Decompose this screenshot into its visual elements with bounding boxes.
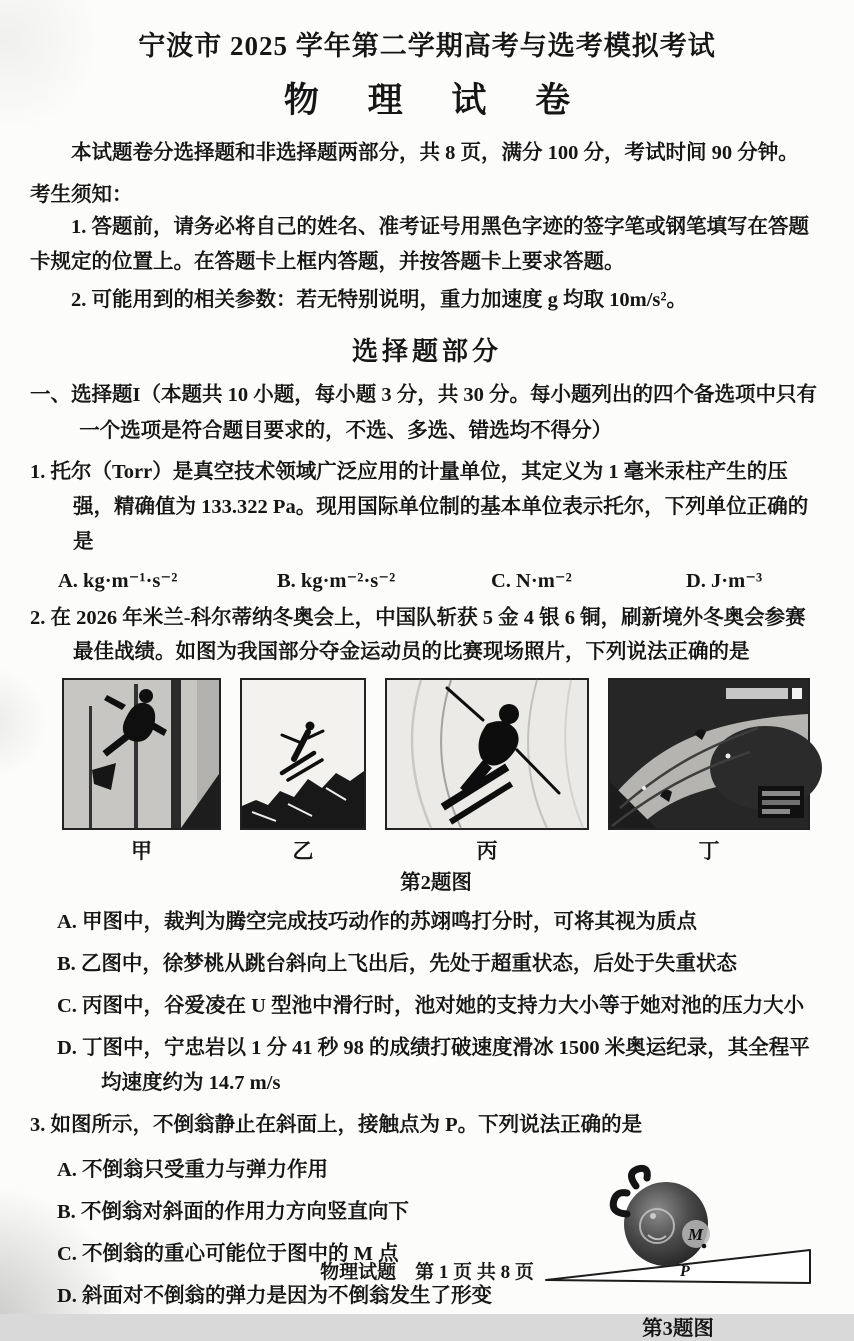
q2-option-c: C. 丙图中，谷爱凌在 U 型池中滑行时，池对她的支持力大小等于她对池的压力大小 (57, 995, 805, 1017)
q2-stem: 2. 在 2026 年米兰-科尔蒂纳冬奥会上，中国队斩获 5 金 4 银 6 铜，刷新境外冬奥会参赛最佳战绩。如图为我国部分夺金运动员的比赛现场照片，下列说法正确的是 (30, 606, 806, 664)
q1-option-d: D. J·m⁻³ (686, 569, 763, 592)
q3-options (30, 1146, 532, 1320)
tumbler-curl-top (631, 1169, 647, 1187)
point-m-dot (702, 1244, 707, 1249)
tumbler-curl-left (613, 1193, 627, 1214)
q1-option-c: C. N·m⁻² (491, 569, 572, 592)
q3-option-b: B. 不倒翁对斜面的作用力方向竖直向下 (57, 1201, 409, 1224)
q3-option-d: D. 斜面对不倒翁的弹力是因为不倒翁发生了形变 (57, 1284, 493, 1307)
halfpipe-skier-photo (385, 678, 589, 830)
q3-body (30, 1146, 824, 1341)
part1-header: 一、选择题I（本题共 10 小题，每小题 3 分，共 30 分。每小题列出的四个备选项中只有一个选项是符合题目要求的，不选、多选、错选均不得分） (30, 384, 817, 443)
q2-photo-bing-label: 丙 (476, 839, 498, 864)
q2-option-a: A. 甲图中，裁判为腾空完成技巧动作的苏翊鸣打分时，可将其视为质点 (57, 911, 698, 934)
q2-figure-caption: 第2题图 (400, 872, 472, 895)
page-footer: 物理试题 第 1 页 共 8 页 (320, 1262, 534, 1283)
point-p-label: P (680, 1263, 690, 1281)
notice-item-2: 2. 可能用到的相关参数：若无特别说明，重力加速度 g 均取 10m/s²。 (71, 288, 688, 311)
q2-photo-strip (62, 678, 810, 865)
q1-stem: 1. 托尔（Torr）是真空技术领域广泛应用的计量单位，其定义为 1 毫米汞柱产生的压强，精确值为 133.322 Pa。现用国际单位制的基本单位表示托尔，下列单位正确的是 (30, 461, 809, 553)
q3-stem: 3. 如图所示，不倒翁静止在斜面上，接触点为 P。下列说法正确的是 (30, 1113, 643, 1136)
q3-figure-caption: 第3题图 (642, 1318, 714, 1341)
q3-figure (532, 1146, 824, 1341)
paper-subject-title: 物 理 试 卷 (283, 81, 591, 120)
q2-photo-ding (608, 678, 810, 865)
q2-photo-ding-label: 丁 (698, 839, 720, 864)
notice-item-1: 1. 答题前，请务必将自己的姓名、准考证号用黑色字迹的签字笔或钢笔填写在答题卡规定的位置上。在答题卡上框内答题，并按答题卡上要求答题。 (30, 215, 809, 273)
notice-heading: 考生须知： (30, 183, 133, 206)
point-m-label: M (688, 1225, 704, 1245)
q3-option-c: C. 不倒翁的重心可能位于图中的 M 点 (57, 1243, 399, 1266)
q2-option-d: D. 丁图中，宁忠岩以 1 分 41 秒 98 的成绩打破速度滑冰 1500 米奥运纪录，其全程平均速度约为 14.7 m/s (57, 1036, 810, 1094)
aerial-skier-photo (240, 678, 366, 830)
q3-option-a: A. 不倒翁只受重力与弹力作用 (57, 1159, 329, 1182)
q1-option-b: B. kg·m⁻²·s⁻² (277, 569, 396, 592)
q2-photo-yi (240, 678, 366, 865)
q2-photo-jia (62, 678, 221, 865)
q2-option-b: B. 乙图中，徐梦桃从跳台斜向上飞出后，先处于超重状态，后处于失重状态 (57, 953, 737, 976)
q1-option-a: A. kg·m⁻¹·s⁻² (58, 569, 178, 592)
q2-photo-yi-label: 乙 (292, 839, 314, 864)
section-title: 选择题部分 (351, 337, 502, 367)
exam-summary: 本试题卷分选择题和非选择题两部分，共 8 页，满分 100 分，考试时间 90 分钟。 (71, 142, 799, 164)
q2-photo-jia-label: 甲 (131, 839, 152, 864)
speed-skating-track-photo (608, 678, 810, 830)
exam-title: 宁波市 2025 学年第二学期高考与选考模拟考试 (138, 31, 716, 61)
q2-photo-bing (385, 678, 589, 865)
snowboarder-photo (62, 678, 221, 830)
q1-options-row (58, 568, 824, 593)
